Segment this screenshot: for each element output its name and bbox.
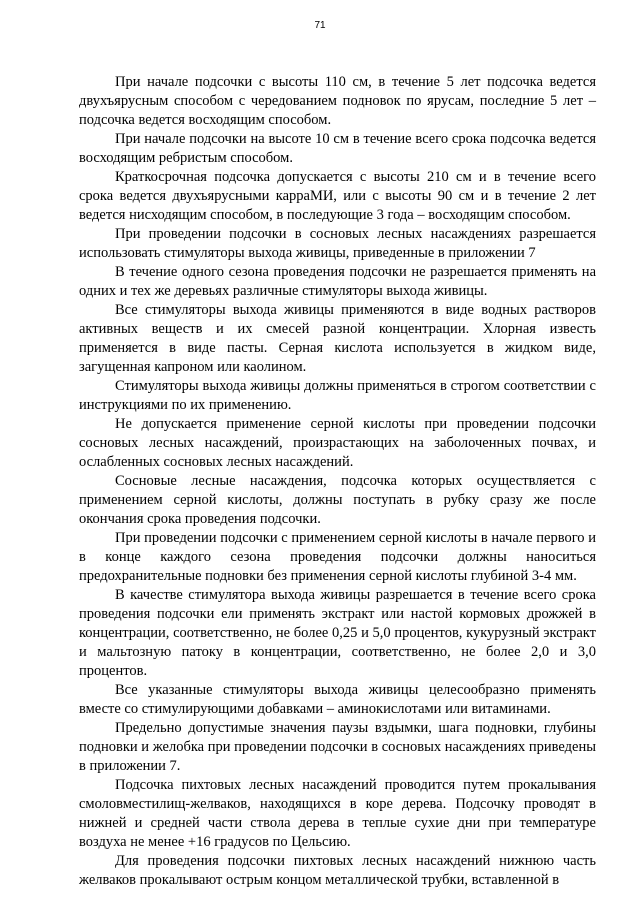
paragraph: При начале подсочки на высоте 10 см в течение всего срока подсочка ведется восходящим ребристым способом. [79, 131, 596, 166]
paragraph: Для проведения подсочки пихтовых лесных насаждений нижнюю часть желваков прокалывают острым концом металлической трубки, вставленной в [79, 853, 596, 888]
paragraph: При начале подсочки с высоты 110 см, в течение 5 лет подсочка ведется двухъярусным способом с чередованием подновок по ярусам, последние 5 лет – подсочка ведется восходящим способом. [79, 74, 596, 128]
paragraph: Все стимуляторы выхода живицы применяются в виде водных растворов активных веществ и их смесей разной концентрации. Хлорная известь применяется в виде пасты. Серная кислота используется в жидком виде, загущенная капроном или каолином. [79, 302, 596, 375]
page-number: 71 [314, 20, 326, 31]
paragraph: Предельно допустимые значения паузы вздымки, шага подновки, глубины подновки и желобка при проведении подсочки в сосновых насаждениях приведены в приложении 7. [79, 720, 596, 774]
document-body [79, 73, 596, 890]
paragraph: Подсочка пихтовых лесных насаждений проводится путем прокалывания смоловместилищ-желваков, находящихся в коре дерева. Подсочку проводят в нижней и средней части ствола дерева в теплые сухие дни при температуре воздуха не менее +16 градусов по Цельсию. [79, 777, 596, 850]
paragraph: Стимуляторы выхода живицы должны применяться в строгом соответствии с инструкциями по их применению. [79, 378, 596, 413]
paragraph: Все указанные стимуляторы выхода живицы целесообразно применять вместе со стимулирующими добавками – аминокислотами или витаминами. [79, 682, 596, 717]
paragraph: Сосновые лесные насаждения, подсочка которых осуществляется с применением серной кислоты, должны поступать в рубку сразу же после окончания срока проведения подсочки. [79, 473, 596, 527]
paragraph: В течение одного сезона проведения подсочки не разрешается применять на одних и тех же деревьях различные стимуляторы выхода живицы. [79, 264, 596, 299]
paragraph: Краткосрочная подсочка допускается с высоты 210 см и в течение всего срока ведется двухъярусными карраМИ, или с высоты 90 см и в течение 2 лет ведется нисходящим способом, в последующие 3 года – восходящим способом. [79, 169, 596, 223]
paragraph: Не допускается применение серной кислоты при проведении подсочки сосновых лесных насаждений, произрастающих на заболоченных почвах, и ослабленных сосновых лесных насаждений. [79, 416, 596, 470]
paragraph: При проведении подсочки с применением серной кислоты в начале первого и в конце каждого сезона проведения подсочки должны наноситься предохранительные подновки без применения серной кислоты глубиной 3-4 мм. [79, 530, 596, 584]
paragraph: В качестве стимулятора выхода живицы разрешается в течение всего срока проведения подсочки ели применять экстракт или настой кормовых дрожжей в концентрации, соответственно, не более 0,25 и 5,0 процентов, кукурузный экстракт и мальтозную патоку в концентрации, соответственно, не более 2,0 и 3,0 процентов. [79, 587, 596, 679]
paragraph: При проведении подсочки в сосновых лесных насаждениях разрешается использовать стимуляторы выхода живицы, приведенные в приложении 7 [79, 226, 596, 261]
